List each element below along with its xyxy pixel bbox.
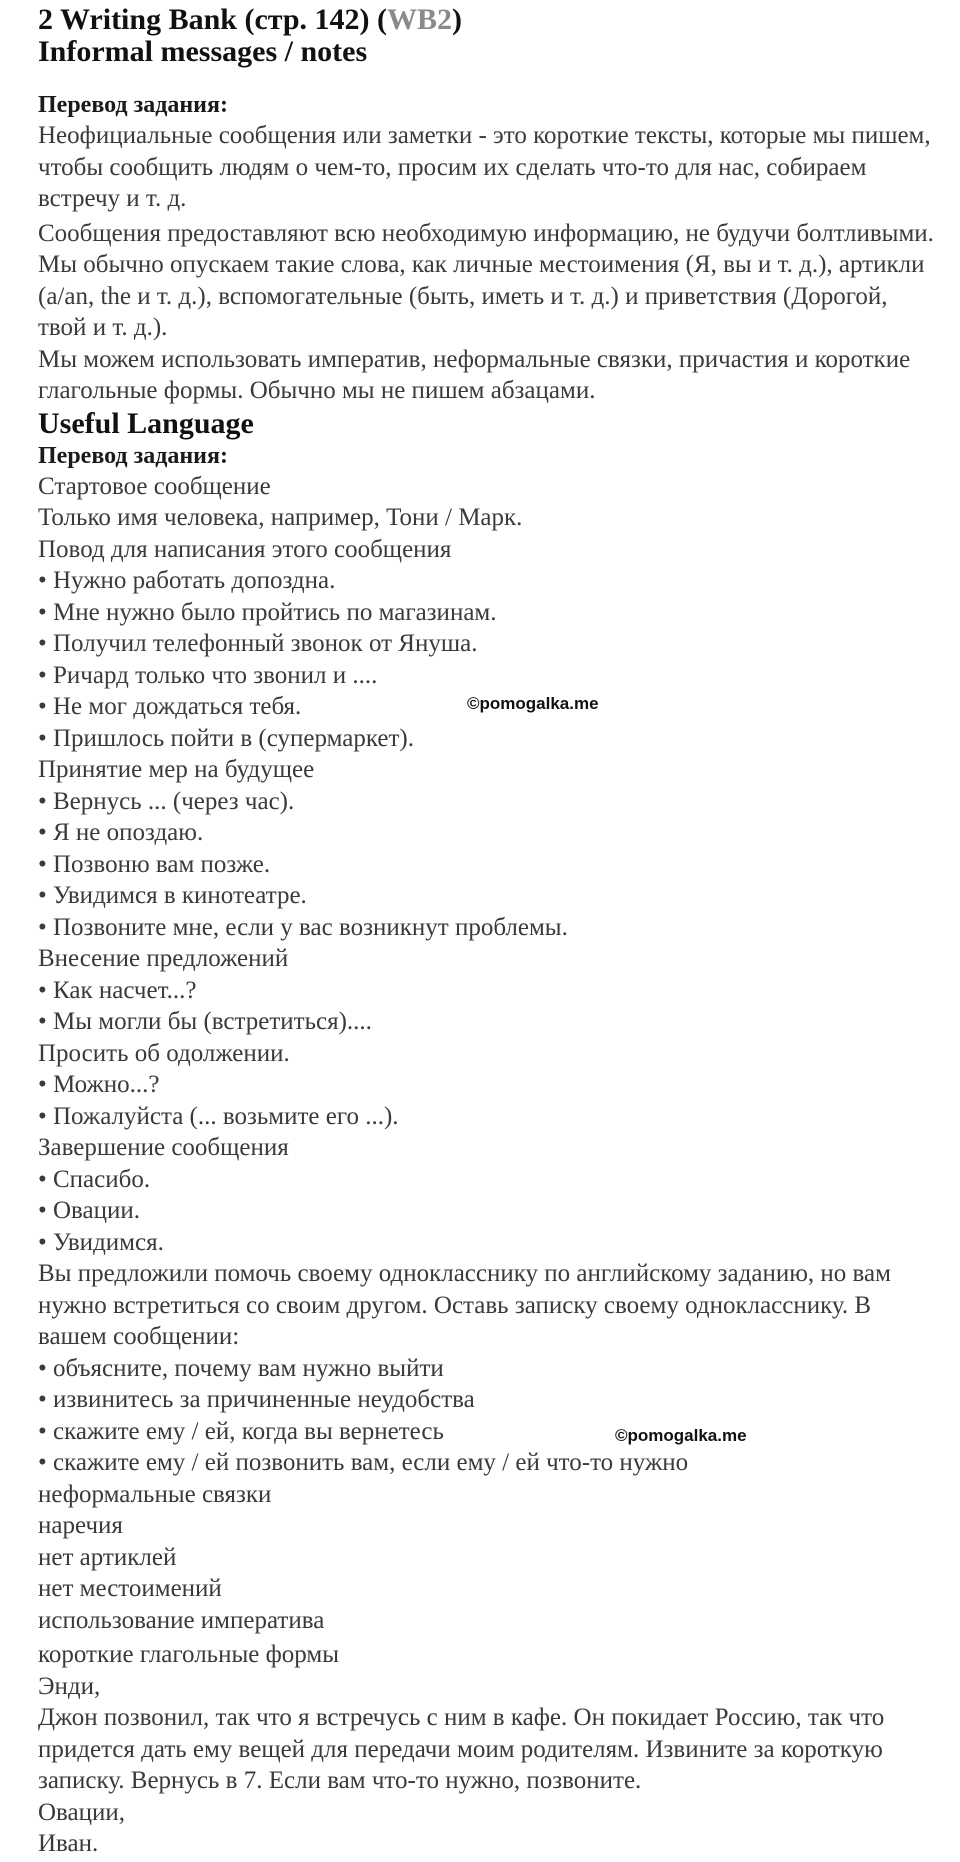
title-end: ) — [452, 3, 463, 36]
list-item: нет артиклей — [38, 1543, 177, 1571]
document-page — [38, 4, 938, 1860]
list-item: короткие глагольные формы — [38, 1641, 340, 1668]
list-item: • извинитесь за причиненные неудобства — [38, 1386, 475, 1413]
list-item: • Вернусь ... (через час). — [38, 787, 295, 815]
list-item: • Как насчет...? — [38, 976, 197, 1004]
features-list — [38, 1479, 938, 1671]
useful-phrases-list — [38, 471, 938, 1259]
model-note — [38, 1671, 938, 1860]
workbook-reference: WB2 — [387, 3, 453, 36]
list-item: • Пришлось пойти в (супермаркет). — [38, 724, 414, 752]
list-item: • Спасибо. — [38, 1165, 151, 1193]
list-item: • Увидимся. — [38, 1228, 164, 1256]
note-body: Джон позвонил, так что я встречусь с ним в кафе. Он покидает Россию, так что придется дать ему вещей для передачи моим родителям. Извините за короткую записку. Вернусь в 7. Если вам что-то нужно, позвоните. — [38, 1704, 885, 1794]
list-item: • Увидимся в кинотеатре. — [38, 882, 307, 909]
useful-language-title: Useful Language — [38, 406, 254, 440]
list-item: • Позвоните мне, если у вас возникнут проблемы. — [38, 913, 568, 941]
watermark: ©pomogalka.me — [467, 694, 599, 713]
watermark: ©pomogalka.me — [615, 1426, 747, 1445]
list-item: нет местоимений — [38, 1575, 222, 1602]
list-item: • Ричард только что звонил и .... — [38, 661, 378, 689]
list-item: • Овации. — [38, 1197, 141, 1224]
intro-paragraph: Мы можем использовать императив, неформальные связки, причастия и короткие глагольные формы. Обычно мы не пишем абзацами. — [38, 345, 911, 404]
task-translation-label: Перевод задания: — [38, 92, 228, 118]
list-item: • Нужно работать допоздна. — [38, 567, 336, 594]
list-item: • Мы могли бы (встретиться).... — [38, 1008, 372, 1035]
title-main: 2 Writing Bank (стр. 142) ( — [38, 3, 388, 36]
page-subtitle: Informal messages / notes — [38, 35, 368, 68]
list-item: наречия — [38, 1512, 123, 1539]
list-item: Просить об одолжении. — [38, 1039, 290, 1067]
note-closing: Овации, — [38, 1798, 126, 1826]
list-item: • Я не опоздаю. — [38, 819, 204, 846]
list-item: • Пожалуйста (... возьмите его ...). — [38, 1102, 399, 1130]
list-item: • Получил телефонный звонок от Януша. — [38, 630, 478, 657]
list-item: использование императива — [38, 1606, 325, 1634]
list-item: • Мне нужно было пройтись по магазинам. — [38, 598, 497, 626]
list-item: Только имя человека, например, Тони / Марк. — [38, 504, 523, 531]
task-paragraph: Вы предложили помочь своему однокласснику по английскому заданию, но вам нужно встретиться со своим другом. Оставь записку своему однокласснику. В вашем сообщении: — [38, 1260, 891, 1350]
intro-paragraph: Неофициальные сообщения или заметки - это короткие тексты, которые мы пишем, чтобы сообщить людям о чем-то, просим их сделать что-то для нас, собираем встречу и т. д. — [38, 122, 931, 212]
list-item: • скажите ему / ей, когда вы вернетесь — [38, 1417, 444, 1445]
list-item: • Можно...? — [38, 1071, 160, 1098]
list-item: • Не мог дождаться тебя. — [38, 693, 302, 720]
list-item: • объясните, почему вам нужно выйти — [38, 1354, 444, 1382]
note-greeting: Энди, — [38, 1672, 101, 1700]
list-item: • скажите ему / ей позвонить вам, если ему / ей что-то нужно — [38, 1449, 689, 1476]
page-title — [38, 4, 938, 36]
note-signature: Иван. — [38, 1830, 99, 1857]
task-bullet-list — [38, 1353, 938, 1479]
intro-paragraph: Сообщения предоставляют всю необходимую информацию, не будучи болтливыми. Мы обычно опускаем такие слова, как личные местоимения (Я, вы и т. д.), артикли (a/an, the и т. д.), вспомогательные (быть, иметь и т. д.) и приветствия (Дорогой, твой и т. д.). — [38, 219, 934, 341]
list-item: неформальные связки — [38, 1480, 272, 1508]
list-item: Принятие мер на будущее — [38, 756, 315, 783]
list-item: Завершение сообщения — [38, 1134, 289, 1161]
list-item: Повод для написания этого сообщения — [38, 535, 452, 563]
list-item: • Позвоню вам позже. — [38, 850, 271, 878]
task-translation-label: Перевод задания: — [38, 442, 228, 469]
list-item: Внесение предложений — [38, 945, 289, 972]
list-item: Стартовое сообщение — [38, 472, 271, 500]
